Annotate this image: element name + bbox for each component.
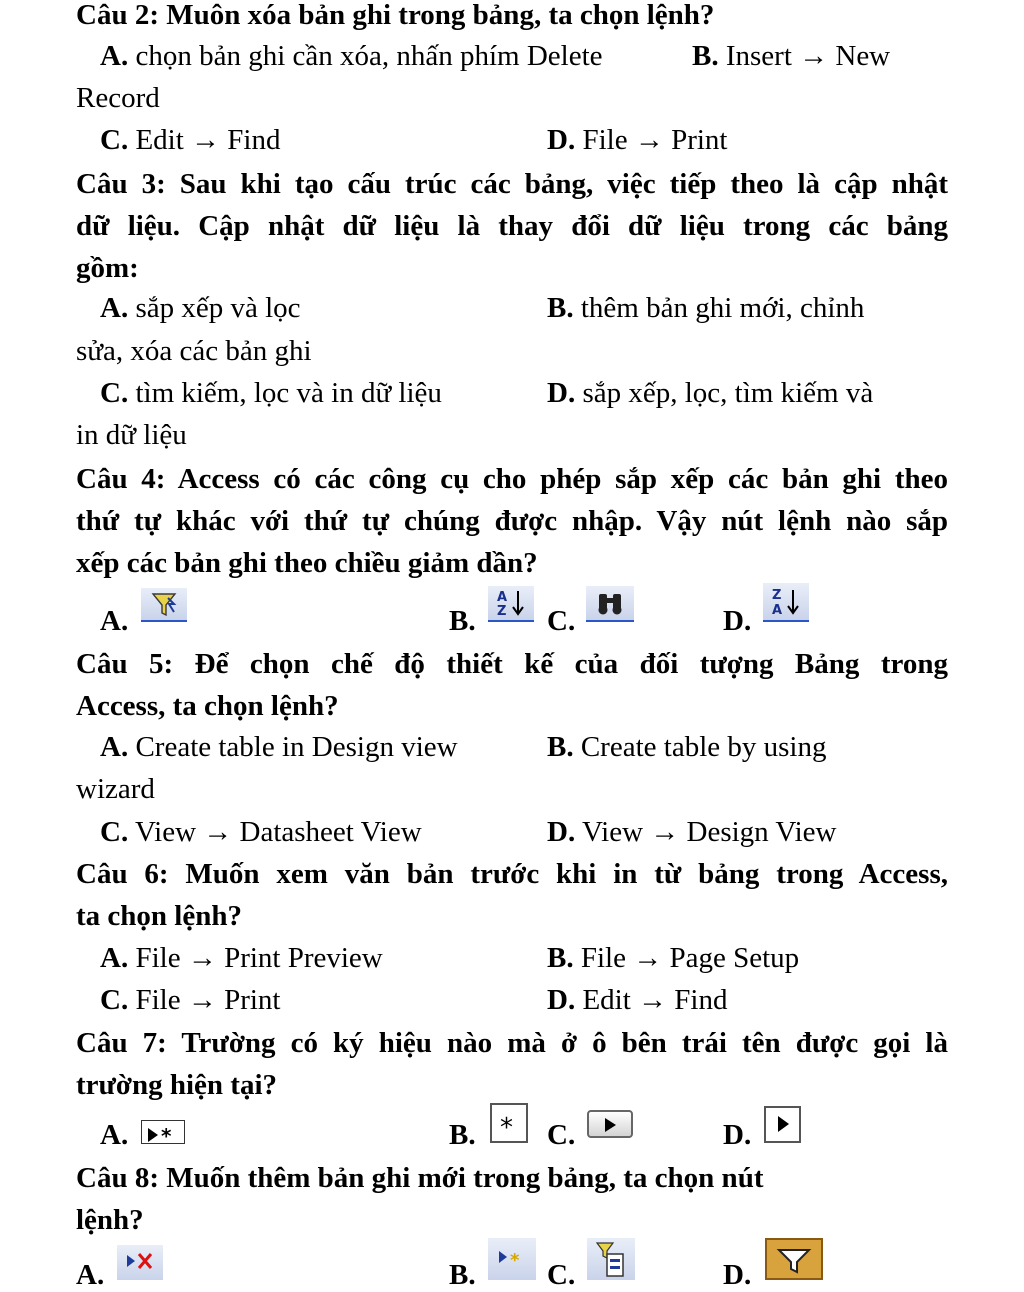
- q5-option-d[interactable]: D. View → Design View: [547, 816, 837, 848]
- q7-option-b-label: B.: [449, 1119, 476, 1151]
- svg-text:*: *: [500, 1113, 513, 1141]
- q5-title-line2: Access, ta chọn lệnh?: [76, 690, 339, 722]
- q6-option-a[interactable]: A. File → Print Preview: [100, 942, 383, 974]
- q2-option-a[interactable]: A. chọn bản ghi cần xóa, nhấn phím Delete: [100, 40, 603, 72]
- q6-option-d[interactable]: D. Edit → Find: [547, 984, 728, 1016]
- q3-title-line1: Câu 3: Sau khi tạo cấu trúc các bảng, việc tiếp theo là cập nhật: [76, 168, 948, 200]
- q4-option-d-label: D.: [723, 605, 752, 637]
- q7-option-c-label: C.: [547, 1119, 576, 1151]
- q7-title-line1: Câu 7: Trường có ký hiệu nào mà ở ô bên trái tên được gọi là: [76, 1027, 948, 1059]
- q4-option-c-label: C.: [547, 605, 576, 637]
- navigation-next-record-icon[interactable]: [587, 1110, 633, 1138]
- sort-ascending-icon[interactable]: [488, 586, 534, 622]
- q3-option-d[interactable]: D. sắp xếp, lọc, tìm kiếm và: [547, 377, 874, 409]
- q7-option-a-label: A.: [100, 1119, 129, 1151]
- q6-option-b[interactable]: B. File → Page Setup: [547, 942, 800, 974]
- q5-option-c[interactable]: C. View → Datasheet View: [100, 816, 422, 848]
- q4-option-b-label: B.: [449, 605, 476, 637]
- q5-option-a[interactable]: A. Create table in Design view: [100, 731, 458, 763]
- q6-option-c[interactable]: C. File → Print: [100, 984, 281, 1016]
- svg-text:Z: Z: [772, 588, 782, 603]
- svg-text:Z: Z: [497, 604, 507, 619]
- q6-title-line2: ta chọn lệnh?: [76, 900, 242, 932]
- q8-option-b-label: B.: [449, 1259, 476, 1291]
- svg-text:*: *: [510, 1250, 520, 1271]
- filter-form-icon[interactable]: [587, 1238, 635, 1280]
- q5-title-line1: Câu 5: Để chọn chế độ thiết kế của đối tượng Bảng trong: [76, 648, 948, 680]
- q4-title-line2: thứ tự khác với thứ tự chúng được nhập. Vậy nút lệnh nào sắp: [76, 505, 948, 537]
- q7-option-d-label: D.: [723, 1119, 752, 1151]
- q2-title: Câu 2: Muôn xóa bản ghi trong bảng, ta chọn lệnh?: [76, 0, 715, 31]
- q4-title-line3: xếp các bản ghi theo chiều giảm dần?: [76, 547, 538, 579]
- q6-title-line1: Câu 6: Muốn xem văn bản trước khi in từ bảng trong Access,: [76, 858, 948, 890]
- q3-option-d-cont: in dữ liệu: [76, 419, 187, 451]
- apply-filter-icon[interactable]: [765, 1238, 823, 1280]
- q3-option-b-cont: sửa, xóa các bản ghi: [76, 335, 312, 367]
- find-binoculars-icon[interactable]: [586, 586, 634, 622]
- q8-option-d-label: D.: [723, 1259, 752, 1291]
- record-selector-current-icon[interactable]: [764, 1106, 801, 1143]
- record-selector-new-current-icon[interactable]: [141, 1120, 185, 1144]
- q2-option-b-cont: Record: [76, 82, 160, 114]
- record-selector-new-icon[interactable]: [490, 1103, 528, 1143]
- q2-option-b[interactable]: B. Insert → New: [692, 40, 891, 72]
- svg-text:A: A: [497, 590, 508, 605]
- q8-option-c-label: C.: [547, 1259, 576, 1291]
- q8-title-line1: Câu 8: Muốn thêm bản ghi mới trong bảng, ta chọn nút: [76, 1162, 764, 1194]
- q2-option-c[interactable]: C. Edit → Find: [100, 124, 281, 156]
- q7-title-line2: trường hiện tại?: [76, 1069, 278, 1101]
- q3-option-a[interactable]: A. sắp xếp và lọc: [100, 292, 301, 324]
- q3-option-c[interactable]: C. tìm kiếm, lọc và in dữ liệu: [100, 377, 442, 409]
- sort-descending-icon[interactable]: [763, 583, 809, 622]
- q8-option-a-label: A.: [76, 1259, 105, 1291]
- q3-title-line3: gồm:: [76, 252, 139, 284]
- svg-text:*: *: [161, 1124, 172, 1146]
- q3-title-line2: dữ liệu. Cập nhật dữ liệu là thay đổi dữ liệu trong các bảng: [76, 210, 948, 242]
- q4-title-line1: Câu 4: Access có các công cụ cho phép sắp xếp các bản ghi theo: [76, 463, 948, 495]
- q3-option-b[interactable]: B. thêm bản ghi mới, chỉnh: [547, 292, 865, 324]
- filter-by-selection-icon[interactable]: [141, 588, 187, 622]
- q5-option-b-cont: wizard: [76, 773, 155, 805]
- delete-record-icon[interactable]: [117, 1245, 163, 1280]
- q2-option-d[interactable]: D. File → Print: [547, 124, 728, 156]
- svg-text:A: A: [772, 603, 783, 618]
- q5-option-b[interactable]: B. Create table by using: [547, 731, 827, 763]
- q8-title-line2: lệnh?: [76, 1204, 144, 1236]
- new-record-icon[interactable]: [488, 1238, 536, 1280]
- q4-option-a-label: A.: [100, 605, 129, 637]
